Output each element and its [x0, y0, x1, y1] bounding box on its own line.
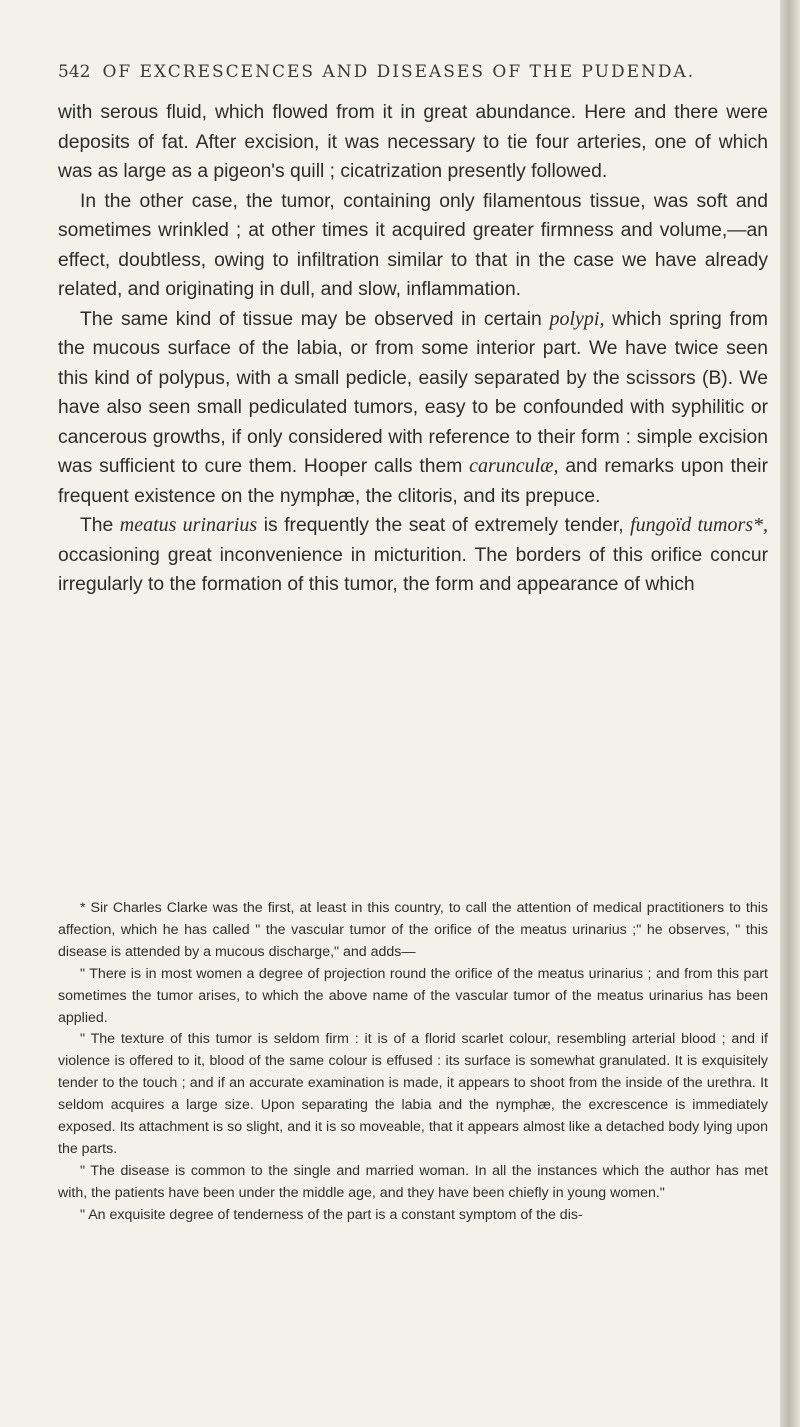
- p3-text-a: The same kind of tissue may be observed in certain: [80, 308, 550, 330]
- paragraph-2: In the other case, the tumor, containing only filamentous tissue, was soft and sometimes wrinkled ; at other times it acquired greater firmness and volume,—an effect, doubtless, owing to infiltration similar to that in the case we have already related, and originating in dull, and slow, inflammation.: [58, 190, 768, 300]
- paragraph-3: [58, 305, 768, 512]
- p3-italic-carunculae: carunculæ,: [469, 455, 559, 477]
- p4-text-a: The: [80, 515, 120, 536]
- page-edge: [780, 0, 800, 1427]
- p4-italic-meatus: meatus urinarius: [119, 514, 258, 536]
- p4-italic-fungoid: fungoïd tumors*,: [630, 514, 769, 536]
- footnote-3: " The texture of this tumor is seldom firm : it is of a florid scarlet colour, resembling arterial blood ; and if violence is offered to it, blood of the same colour is effused : its surface is somewhat granulated. It is exquisitely tender to the touch ; and if an accurate examination is made, it appears to shoot from the inside of the urethra. It seldom acquires a large size. Upon separating the labia and the nymphæ, the excrescence is immediately exposed. Its attachment is so slight, and it is so moveable, that it appears almost like a detached body lying upon the parts.: [58, 1031, 768, 1157]
- running-header: [58, 62, 758, 82]
- footnote-1: * Sir Charles Clarke was the first, at least in this country, to call the attention of medical practitioners to this affection, which he has called " the vascular tumor of the orifice of the meatus urinarius ;" he observes, " this disease is attended by a mucous discharge," and adds—: [58, 900, 768, 960]
- main-text: [58, 98, 768, 600]
- p4-text-c: is frequently the seat of extremely tender,: [257, 515, 631, 536]
- p3-text-c: which spring from the mucous surface of the labia, or from some interior part. We have twice seen this kind of polypus, with a small pedicle, easily separated by the scissors (B). We have also seen small pediculated tumors, easy to be confounded with syphilitic or cancerous growths, if only considered with reference to their form : simple excision was sufficient to cure them. Hooper calls them: [58, 308, 768, 477]
- paragraph-4: [58, 511, 768, 600]
- paragraph-1: with serous fluid, which flowed from it in great abundance. Here and there were deposits of fat. After excision, it was necessary to tie four arteries, one of which was as large as a pigeon's quill ; cicatrization presently followed.: [58, 102, 768, 182]
- footnotes: [58, 898, 768, 1227]
- p3-italic-polypi: polypi,: [549, 307, 605, 330]
- footnote-4: " The disease is common to the single and married woman. In all the instances which the author has met with, the patients have been under the middle age, and they have been chiefly in young women.": [58, 1162, 768, 1201]
- page-number: 542: [58, 62, 91, 82]
- running-title: OF EXCRESCENCES AND DISEASES OF THE PUDENDA.: [102, 62, 696, 82]
- footnote-2: " There is in most women a degree of projection round the orifice of the meatus urinarius ; and from this part sometimes the tumor arises, to which the above name of the vascular tumor of the meatus urinarius has been applied.: [58, 965, 768, 1026]
- p4-text-e: occasioning great inconvenience in micturition. The borders of this orifice concur irregularly to the formation of this tumor, the form and appearance of which: [58, 544, 768, 595]
- footnote-5: " An exquisite degree of tenderness of the part is a constant symptom of the dis-: [80, 1206, 583, 1223]
- p3-text-e: and remarks upon their frequent existence on the nymphæ, the clitoris, and its prepuce.: [58, 456, 768, 507]
